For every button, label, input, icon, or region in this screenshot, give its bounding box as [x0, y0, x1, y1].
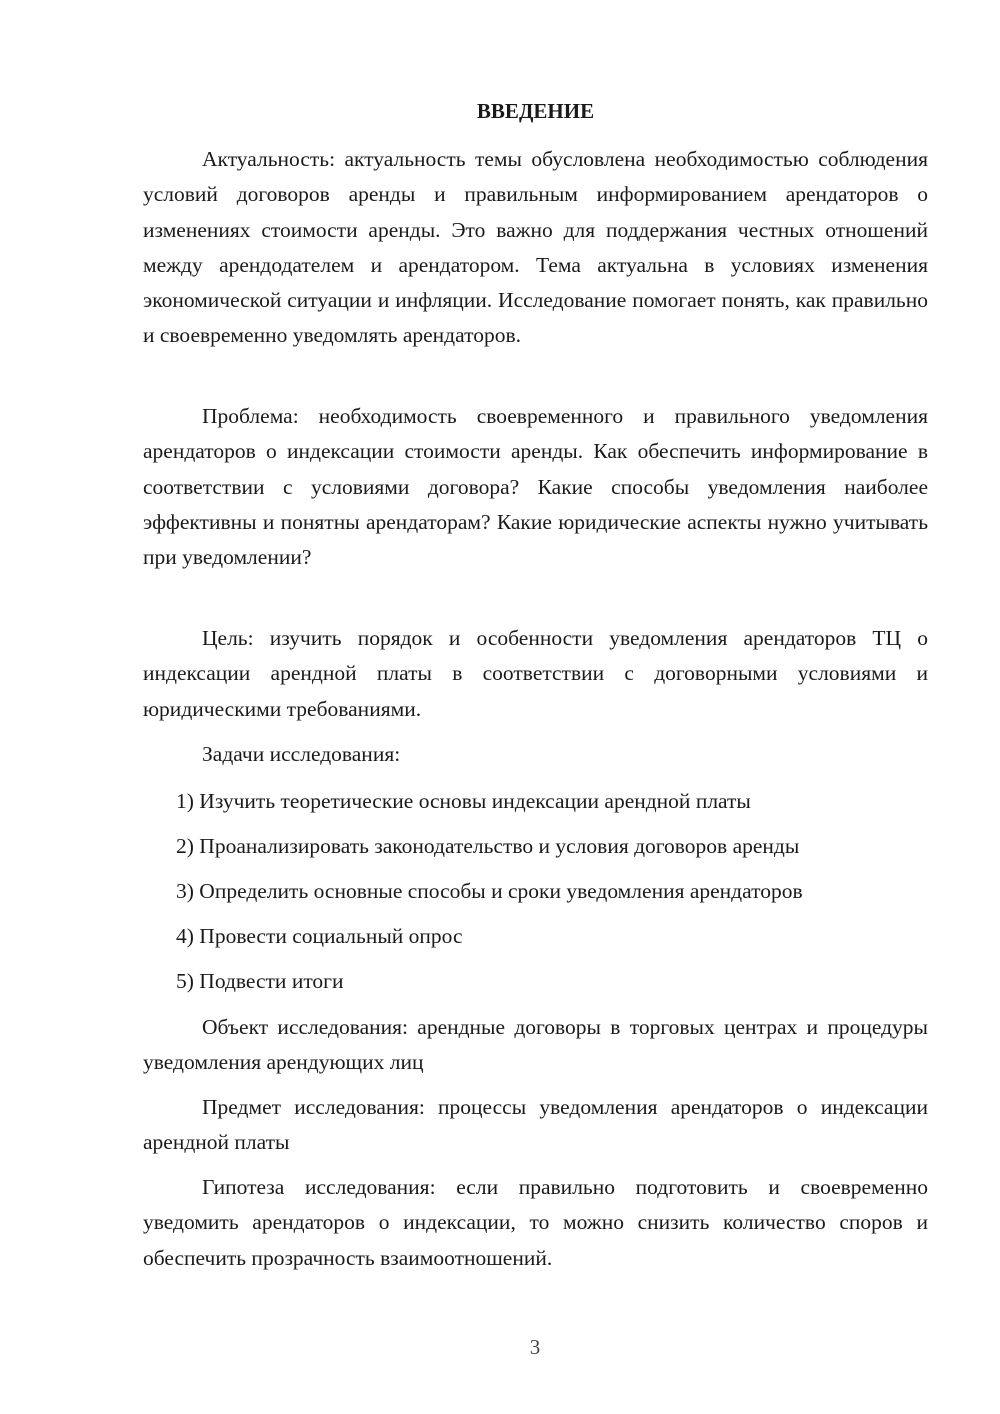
paragraph-goal: Цель: изучить порядок и особенности уведомления арендаторов ТЦ о индексации арендной платы в соответствии с договорными условиями и юридическими требованиями.: [143, 626, 928, 721]
paragraph-problem: Проблема: необходимость своевременного и правильного уведомления арендаторов о индексации стоимости аренды. Как обеспечить информирование в соответствии с условиями договора? Какие способы уведомления наиболее эффективны и понятны арендаторам? Какие юридические аспекты нужно учитывать при уведомлении?: [143, 404, 928, 570]
task-number: 1): [176, 789, 194, 813]
paragraph-relevance: Актуальность: актуальность темы обусловлена необходимостью соблюдения условий договоров аренды и правильным информированием арендаторов о изменениях стоимости аренды. Это важно для поддержания честных отношений между арендодателем и арендатором. Тема актуальна в условиях изменения экономической ситуации и инфляции. Исследование помогает понять, как правильно и своевременно уведомлять арендаторов.: [143, 147, 928, 348]
page-number: 3: [529, 1335, 541, 1359]
paragraph-hypothesis: Гипотеза исследования: если правильно подготовить и своевременно уведомить арендаторов о индексации, то можно снизить количество споров и обеспечить прозрачность взаимоотношений.: [143, 1175, 928, 1270]
task-number: 3): [176, 879, 194, 903]
task-item-2: [176, 831, 928, 861]
page-title: ВВЕДЕНИЕ: [476, 99, 595, 123]
task-item-1: [176, 786, 928, 816]
task-item-5: [176, 966, 928, 996]
task-item-3: [176, 876, 928, 906]
task-text: Определить основные способы и сроки уведомления арендаторов: [199, 879, 803, 903]
task-text: Проанализировать законодательство и условия договоров аренды: [199, 834, 800, 858]
task-number: 5): [176, 969, 194, 993]
task-text: Подвести итоги: [199, 969, 344, 993]
task-text: Изучить теоретические основы индексации арендной платы: [199, 789, 751, 813]
task-number: 4): [176, 924, 194, 948]
task-item-4: [176, 921, 928, 951]
task-text: Провести социальный опрос: [199, 924, 463, 948]
task-number: 2): [176, 834, 194, 858]
paragraph-tasks-heading: Задачи исследования:: [202, 742, 401, 766]
paragraph-subject: Предмет исследования: процессы уведомления арендаторов о индексации арендной платы: [143, 1095, 928, 1155]
paragraph-object: Объект исследования: арендные договоры в торговых центрах и процедуры уведомления арендующих лиц: [143, 1015, 928, 1075]
